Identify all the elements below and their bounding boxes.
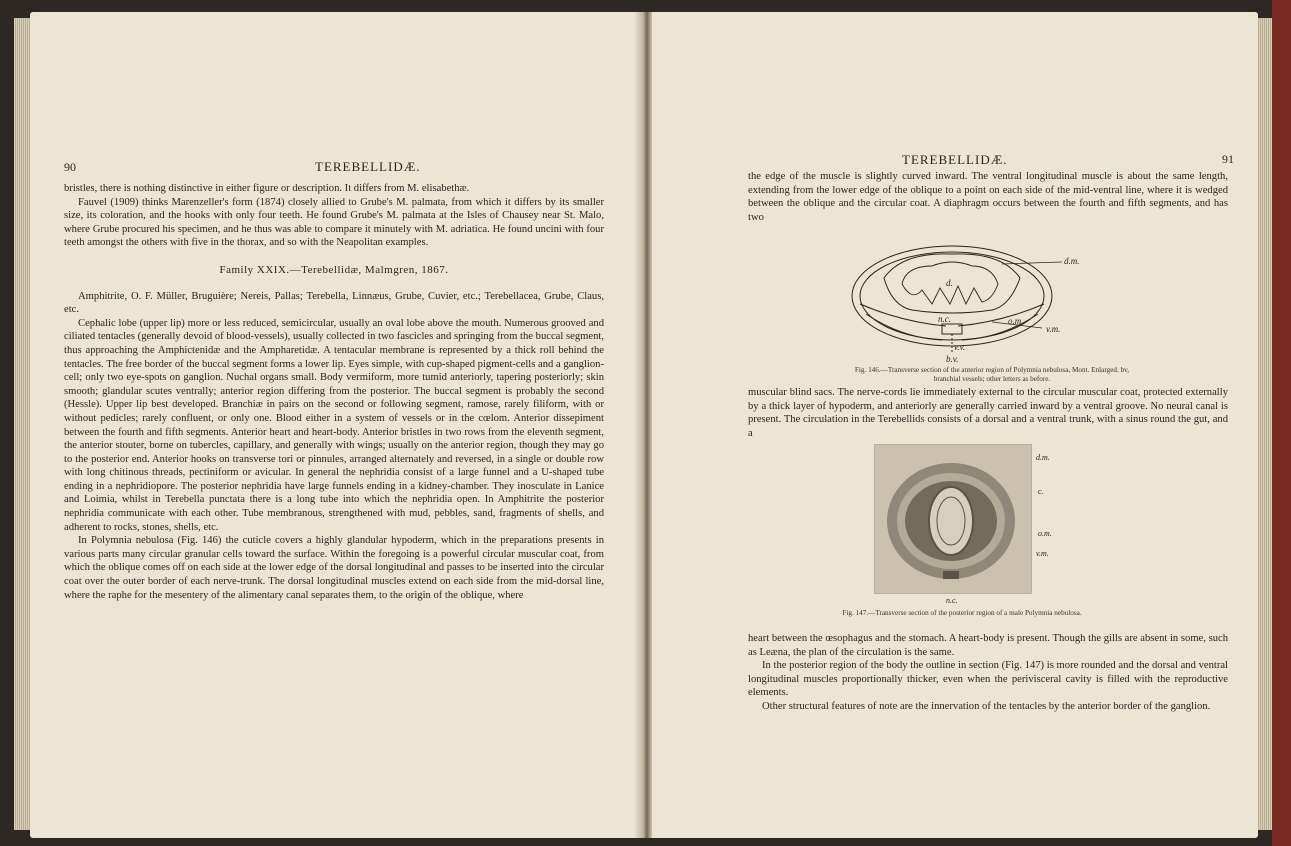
- figure-146-drawing: [842, 244, 1142, 364]
- nerve-cord: [943, 571, 959, 579]
- right-middle-paragraph: [748, 386, 1228, 440]
- running-head-left: TEREBELLIDÆ.: [315, 159, 421, 174]
- fig147-label-om: o.m.: [1038, 529, 1052, 538]
- circulation-paragraph: muscular blind sacs. The nerve-cords lie immediately external to the circular muscular coat, protected externally by a thick layer of hypoderm, and anteriorly are generally carried inward by a ventral groove. No neural canal is present. The circulation in the Terebellids consists of a dorsal and a ventral trunk, with a sinus round the gut, and a: [748, 387, 1228, 439]
- body-wall-outer: [852, 246, 1052, 346]
- heart-paragraph: heart between the œsophagus and the stomach. A heart-body is present. Though the gills are absent in some, such as Leæna, the plan of the circulation is the same.: [748, 633, 1228, 658]
- page-number-right: 91: [1222, 152, 1234, 166]
- right-top-paragraph: [748, 170, 1228, 224]
- fig147-label-vm: v.m.: [1036, 549, 1049, 558]
- fig146-label-vv: v.v.: [954, 342, 966, 352]
- synonymy-paragraph: Amphitrite, O. F. Müller, Bruguière; Nereis, Pallas; Terebella, Linnæus, Grube, Cuvier, etc.; Terebellacea, Grube, Claus, etc.: [64, 290, 604, 316]
- figure-147-drawing: [875, 445, 1031, 593]
- figure-147-labels: [1032, 444, 1092, 594]
- polymnia-paragraph: In Polymnia nebulosa (Fig. 146) the cuticle covers a highly glandular hypoderm, which in the preparations presents in various parts many circular granular cells toward the surface. Within the foregoing is a powerful circular muscular coat, from which the oblique comes off on each side at the lower edge of the dorsal longitudinal and passes to be inserted into the circular coat over the outer border of each nerve-trunk. The dorsal longitudinal muscles extend on each side from the mid-dorsal line, where the raphe for the mesentery of the alimentary canal separates them, to the origin of the oblique, where: [64, 535, 604, 601]
- fig147-label-c: c.: [1038, 487, 1044, 496]
- fig146-label-dm: d.m.: [1064, 256, 1080, 266]
- left-page: [30, 12, 642, 838]
- page-number-left: 90: [64, 160, 76, 174]
- diaphragm-paragraph: the edge of the muscle is slightly curved inward. The ventral longitudinal muscle is about the same length, extending from the lower edge of the oblique to a point on each side of the mid-ventral line, where it is wedged between the oblique and the circular coat. A diaphragm occurs between the fourth and fifth segments, and has two: [748, 171, 1228, 223]
- fig147-label-dm: d.m.: [1036, 453, 1050, 462]
- right-bottom-text: [748, 632, 1228, 714]
- figure-147-photo: [874, 444, 1032, 594]
- fig146-label-nc: n.c.: [938, 314, 951, 324]
- right-page: [652, 12, 1258, 838]
- figure-147-caption: Fig. 147.—Transverse section of the posterior region of a male Polymnia nebulosa.: [842, 609, 1082, 617]
- fig147-label-nc: n.c.: [946, 596, 958, 605]
- running-head-right: TEREBELLIDÆ.: [902, 152, 1008, 167]
- cephalic-paragraph: Cephalic lobe (upper lip) more or less reduced, semicircular, usually an oval lobe above the mouth. Numerous grooved and ciliated tentacles (generally devoid of blood-vessels), usually collected in two fascicles and springing from the buccal segment, thus approaching the Amphictenidæ and the Ampharetidæ. A tentacular membrane is represented by a thick roll behind the tentacles. The free border of the buccal segment forms a lower lip. Eyes simple, with cup-shaped pigment-cells and a ganglion-cell; only two eye-spots on ganglion. Nuchal organs small. Body vermiform, more tumid anteriorly, tapering posteriorly; skin smooth; glandular scutes ventrally; anterior region differing from the posterior. The buccal segment is probably the second (Hessle). Upper lip best developed. Branchiæ in pairs on the second or following segment, ramose, rarely filiform, with or without pedicles; rarely confluent, or only one. Blood either in a system of vessels or in the cœlom. Anterior dissepiment between the fourth and fifth segments. Anterior heart and heart-body. Anterior bristles in two rows from the eleventh segment, the anterior stouter, borne on tubercles, capillary, and generally with wings; usually on the anterior region, though they may go to the posterior end. Anterior hooks on transverse tori or pinnules, arranged alternately and reversed, in a single or double row with long chitinous threads, pectiniform or avicular. In general the nephridia consist of a large funnel and a U-shaped tube ending in a nephridiopore. The posterior nephridia have large funnels ending in a kidney-chamber. They inosculate in Lanice and Loimia, whilst in Terebella punctata there is a long tube into which the nephridia open. In Amphitrite the posterior nephridia communicate with each other. Tube membranous, strengthened with mud, pebbles, sand, fragments of shells, and adherent to rocks, stones, shells, etc.: [64, 317, 604, 533]
- left-text-column: [64, 182, 604, 602]
- fig146-label-d: d.: [946, 278, 953, 288]
- fauvel-paragraph: Fauvel (1909) thinks Marenzeller's form (1874) closely allied to Grube's M. palmata, from which it differs by its smaller size, its coloration, and the hooks with only four teeth. He found Grube's M. palmata at the Isles of Chausey near St. Malo, where Grube procured his specimen, and he thus was able to compare it minutely with M. adriatica. He found uncini with four teeth amongst the others with five in the thorax, and so with the Neapolitan examples.: [64, 196, 604, 249]
- fig146-label-om: o.m.: [1008, 316, 1024, 326]
- book-cover-edge: [1272, 0, 1291, 846]
- figure-147-bottom-label: [942, 594, 982, 606]
- figure-146-caption: Fig. 146.—Transverse section of the anterior region of Polymnia nebulosa, Mont. Enlarged. bv, branchial vessels; other letters as before.: [854, 366, 1130, 383]
- other-features-paragraph: Other structural features of note are the innervation of the tentacles by the anterior border of the ganglion.: [762, 700, 1211, 712]
- fig146-label-bv: b.v.: [946, 354, 959, 364]
- posterior-paragraph: In the posterior region of the body the outline in section (Fig. 147) is more rounded and the dorsal and ventral longitudinal muscles proportionally thicker, even when the perivisceral cavity is filled with the reproductive elements.: [748, 660, 1228, 699]
- intro-paragraph: bristles, there is nothing distinctive in either figure or description. It differs from M. elisabethæ.: [64, 183, 470, 194]
- fig146-label-vm: v.m.: [1046, 324, 1061, 334]
- family-heading: Family XXIX.—Terebellidæ, Malmgren, 1867.: [219, 263, 449, 276]
